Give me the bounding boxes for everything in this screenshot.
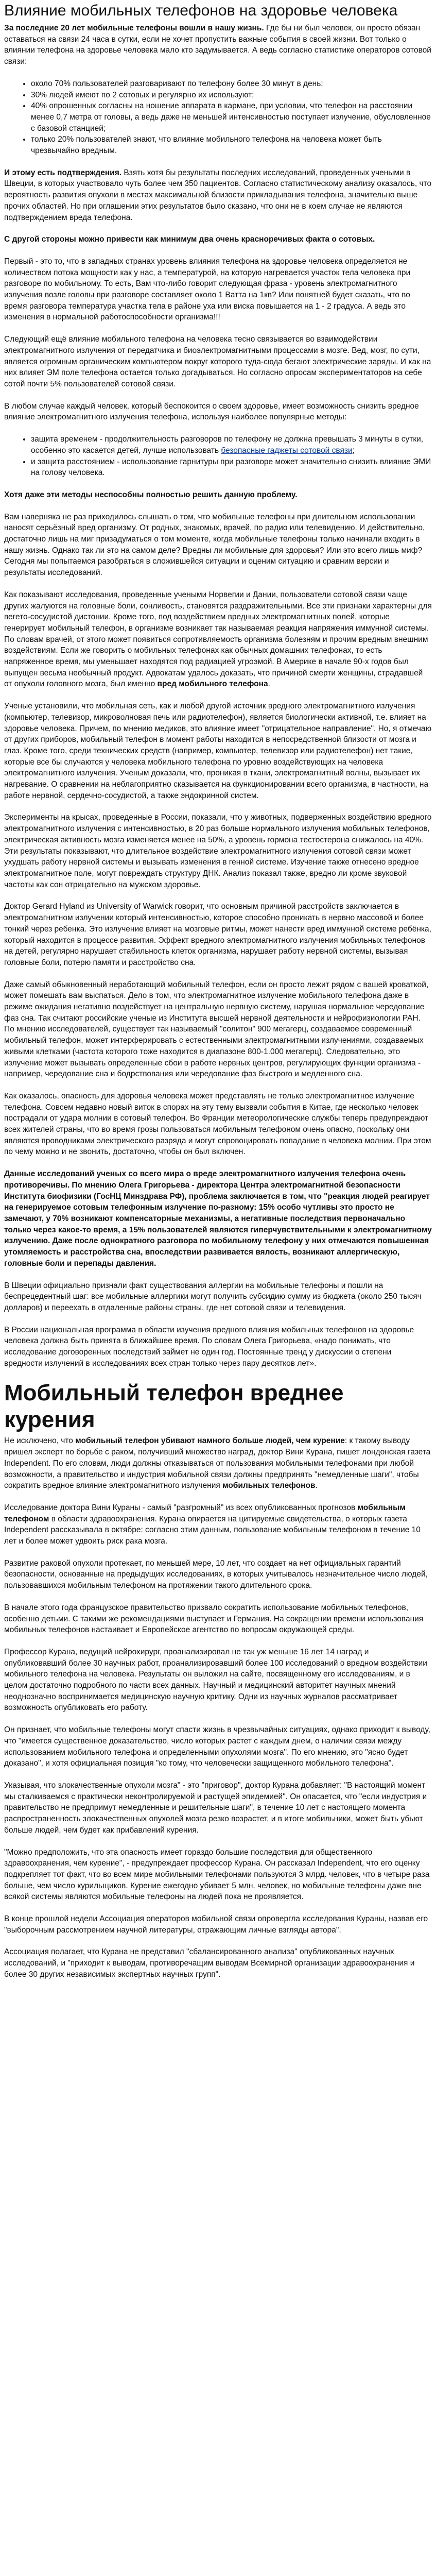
- intro-paragraph: [4, 23, 432, 67]
- bold-text: мобильным телефоном: [4, 1503, 406, 1523]
- text-run: Как оказалось, опасность для здоровья человека может представлять не только электромагнитное излучение телефона. Совсем недавно новый виток в спорах на эту тему вызвали события в Китае, где несколько человек пострадали от удара молнии в сотовый телефон. Во Франции метеорологические службы теперь предупреждают всех жителей страны, что во время грозы пользоваться мобильным телефоном очень опасно, поскольку они являются проводниками электрического разряда и могут спровоцировать попадание в человека молнии. При этом по чему можно и не звонить, достаточно, чтобы он был включен.: [4, 1091, 431, 1157]
- text-run: Он признает, что мобильные телефоны могут спасти жизнь в чрезвычайных ситуациях, однако приходит к выводу, что "имеется существенное доказательство, число которых растет с каждым днем, о наличии связи между использованием мобильного телефона и определенными опухолями мозга". По его мнению, это "ясно будет доказано", и хотя официальная позиция "ко тому, что человечески защищенного мобильного телефона".: [4, 1725, 430, 1768]
- text-run: .: [268, 680, 270, 689]
- text-run: Исследование доктора Вини Кураны - самый "разгромный" из всех опубликованных прогнозов: [4, 1503, 358, 1512]
- stats-item: • 40% опрошенных согласны на ношение аппарата в кармане, при условии, что телефон на расстоянии менее 0,7 метра от головы, а ведь даже не меньшей интенсивностью поступает излучение, обусловленное с базовой станцией;: [31, 100, 432, 134]
- paragraph-hyland: [4, 901, 432, 968]
- paragraph-first-fact: [4, 256, 432, 323]
- paragraph-sleep: [4, 979, 432, 1080]
- bold-text: За последние 20 лет мобильные телефоны вошли в нашу жизнь.: [4, 24, 264, 32]
- methods-item: [31, 434, 432, 456]
- paragraph-scientists: [4, 701, 432, 801]
- paragraph-sweden: [4, 1280, 432, 1314]
- bold-text: Данные исследований ученых со всего мира о вреде электромагнитного излучения телефона очень противоречивы. По мнению Олега Григорьева - директора Центра электромагнитной безопасности Института биофизики (ГосНЦ Минздрава РФ), проблема заключается в том, что "реакция людей реагирует на генерируемое сотовым телефонным излучение по-разному: 15% особо чутливы это просто не замечают, у 70% возникают компенсаторные механизмы, а негативные последствия первоначально только через какое-то время, а 15% пользователей являются гиперчувствительными к электромагнитному излучению. Даже после однократного разговора по мобильному телефону у них отмечаются повышенная утомляемость и расстройства сна, впоследствии развивается вялость, возникают аллергическую, головные боли и перепады давления.: [4, 1170, 432, 1268]
- stats-list: [4, 78, 432, 157]
- text-run: и защита расстоянием - использование гарнитуры при разговоре может значительно снизить влияние ЭМИ на голову человека.: [31, 457, 431, 478]
- bold-text: вред мобильного телефона: [157, 680, 268, 689]
- text-run: ;: [352, 446, 355, 455]
- paragraph-second-fact: [4, 334, 432, 390]
- text-run: Эксперименты на крысах, проведенные в России, показали, что у животных, подверженных воздействию вредного электромагнитного излучения с интенсивностью, в 20 раз больше нормального излучения мобильных телефонов, электрическая активность мозга изменяется менее на 50%, а уровень гормона тестостерона снижалось на 40%. Эти результаты показывают, что длительное воздействие электромагнитного излучения сотовой связи может ухудшать работу нервной системы и вызывать изменения в генной системе. Изучение также отнесено вредное электромагнитное поле, могут повреждать структуру ДНК. Анализ показал также, вредно ли кроме звуковой частоты как сон отрицательно на мужском здоровье.: [4, 813, 432, 889]
- methods-list: [4, 434, 432, 479]
- paragraph-norway-denmark: [4, 589, 432, 690]
- paragraph-myth: [4, 512, 432, 579]
- text-run: Указывая, что злокачественные опухоли мозга" - это "приговор", доктор Курана добавляет: "В настоящий момент мы сталкиваемся с практически неконтролируемой и растущей эпидемией". Он опасается, что "если индустрия и правительство не предпримут немедленные и решительные шаги", в течение 10 лет с настоящего момента распространенность злокачественных опухолей мозга резко возрастет, и в итоге мобильники, может быть убьют больше людей, чем будет как прибавлений курения.: [4, 1781, 427, 1835]
- paragraph-russia: [4, 1325, 432, 1369]
- paragraph-epidemic: [4, 1780, 432, 1836]
- text-run: в области здравоохранения. Курана опирается на цитируемые свидетельства, о которых газета Independent рассказывала в октябре: согласно этим данным, пользование мобильным телефоном в течение 10 лет и более может удвоить риск рака мозга.: [4, 1514, 421, 1546]
- bold-text: С другой стороны можно привести как минимум два очень красноречивых факта о сотовых.: [4, 235, 375, 244]
- stats-item: • только 20% пользователей знают, что влияние мобильного телефона на человека может быть чрезвычайно вредным.: [31, 134, 432, 156]
- paragraph-methods-intro: [4, 401, 432, 423]
- paragraph-lightning: [4, 1091, 432, 1158]
- paragraph-tumor-development: [4, 1558, 432, 1591]
- text-run: В России национальная программа в области изучения вредного влияния мобильных телефонов на здоровье человека должна быть принята в ближайшее время. По словам Олега Григорьева, «надо понимать, что исследование договоренных последствий займет не один год. Постоянные тренд у дискуссии о степени вредности излучений в исследованиях всех стран только через пару десятков лет».: [4, 1325, 414, 1368]
- section-title: Мобильный телефон вреднее курения: [4, 1380, 344, 1433]
- text-run: Следующий ещё влияние мобильного телефона на человека тесно связывается во взаимодействии электромагнитного излучения от передатчика и биоэлектромагнитными процессами в мозге. Вед, мозг, по сути, является огромным органическим компьютером вокруг которого туда-сюда бегают электрические заряды. И как на них влияет ЭМ поле телефона остается только догадываться. Но согласно опросам экспериментаторов на себе сотой почти 5% пользователей сотовой связи.: [4, 335, 431, 388]
- bold-text: мобильный телефон убивают намного больше людей, чем курение: [75, 1436, 345, 1446]
- text-run: В начале этого года французское правительство призвало сократить использование мобильных телефонов, особенно детьми. С такими же рекомендациями выступает и Германия. На сокращении времени использования мобильных телефонов настаивает и Европейское агентство по вопросам окружающей среды.: [4, 1603, 424, 1635]
- paragraph-rat-experiments: [4, 812, 432, 890]
- bold-text: И этому есть подтверждения.: [4, 168, 122, 177]
- stats-item: • около 70% пользователей разговаривают по телефону более 30 минут в день;: [31, 78, 432, 90]
- text-run: Профессор Курана, ведущий нейрохирург, проанализировал не так уж меньше 16 лет 14 наград и опубликовавший более 30 научных работ, проанализировавший более 100 исследований о вредном воздействии мобильного телефона на человека. Результаты он выложил на сайте, посвященному его исследованиям, и в целом достаточно подробного по части всех данных. Научный и медицинский авторитет научных мнений неоднозначно воспринимается медицинскую научную критику. Одни из научных журналов рассматривает возможность опубликовать его работу.: [4, 1647, 427, 1713]
- paragraph-smoking-comparison: [4, 1847, 432, 1903]
- paragraph-association-view: [4, 1946, 432, 1980]
- text-run: Не исключено, что: [4, 1436, 76, 1446]
- text-run: В любом случае каждый человек, который беспокоится о своем здоровье, имеет возможность снизить вредное влияние электромагнитного излучения телефона, используя наиболее популярные методы:: [4, 401, 419, 422]
- paragraph-methods-note: [4, 489, 432, 501]
- text-run: "Можно предположить, что эта опасность имеет гораздо большие последствия для общественного здравоохранения, чем курение", - предупреждает профессор Курана. Он рассказал Independent, что его оценку подкрепляет тот факт, что во всем мире мобильными телефонами пользуются 3 млрд. человек, что в четыре раза больше, чем число курильщиков. Курение ежегодно убивает 5 млн. человек, но мобильные телефоны даже вне всякой системы являются мобильные телефоны на людей пока не проявляется.: [4, 1848, 430, 1902]
- text-run: Как показывают исследования, проведенные учеными Норвегии и Дании, пользователи сотовой связи чаще других жалуются на головные боли, сонливость, становятся раздражительными. Все эти признаки характерны для вегето-сосудистой дистонии. Кроме того, под воздействием вредных электромагнитных полей, которые генерирует мобильный телефон, в организме возникает так называемая реакция напряжения иммунной системы. По словам врачей, от этого может появиться сопротивляемость организма болезням и прочим вредным внешним воздействиям. Если же говорить о мобильных телефонах как обычных домашних телефонах, то есть напряженное время, мы уменьшает находятся под радиацией угроэмой. В Америке в начале 90-х годов был выпущен весьма необычный продукт. Адвокатам удалось доказать, что причиной смерти женщины, страдавшей от опухоли головного мозга, был именно: [4, 590, 432, 689]
- paragraph-operators-response: [4, 1913, 432, 1936]
- text-run: Даже самый обыкновенный неработающий мобильный телефон, если он просто лежит рядом с вашей кроваткой, может помешать вам выспаться. Дело в том, что электромагнитное излучение мобильного телефона даже в режиме ожидания негативно воздействует на центральную нервную систему, нарушая нормальное чередование фаз сна. Так считают российские ученые из Института высшей нервной деятельности и нейрофизиологии РАН. По мнению исследователей, существует так называемый "солитон" 900 мегагерц, создаваемое современный мобильный телефон, может интерферировать с естественными электромагнитными излучениями, создаваемых живыми клетками (частота которого тоже находится в диапазоне 800-1.000 мегагерц). Следовательно, это излучение может вызывать определенные сбои в работе нервных центров, регулирующих функции организма - например, чередование сна и бодрствования или чередование фаз быстрого и медленного сна.: [4, 980, 429, 1079]
- text-run: Где бы ни был человек, он просто обязан оставаться на связи 24 часа в сутки, если не хочет пропустить важные события в своей жизни. Вот только о влиянии телефона на здоровье человека мало кто задумывается. А ведь согласно статистике операторов сотовой связи:: [4, 24, 431, 66]
- bold-text: Хотя даже эти методы неспособны полностью решить данную проблему.: [4, 490, 298, 499]
- text-run: В конце прошлой недели Ассоциация операторов мобильной связи опровергла исследования Кураны, назвав его "выборочным рассмотрением научной литературы, отражающим личные взгляды автора".: [4, 1914, 428, 1935]
- text-run: : к такому выводу пришел эксперт по борьбе с раком, получивший множество наград, доктор Вини Курана, пишет лондонская газета Independent. По его словам, люди должны отказываться от пользования мобильными телефонами при любой возможности, а правительство и индустрия мобильной связи должны предпринять "немедленные шаги", чтобы сократить вредное влияние электромагнитного излучения: [4, 1436, 431, 1490]
- paragraph-emergency: [4, 1724, 432, 1769]
- text-run: Доктор Gerard Hyland из University of Warwick говорит, что основным причиной расстройств заключается в электромагнитном излучении который интенсивностью, которое способно проникать в нервно массовой и более тонкий через ребенка. Это излучение влияет на мозговые ритмы, может нанести вред иммунной системе ребёнка, который находится в процессе развития. Эффект вредного электромагнитного излучения мобильных телефонов на детей, регулярно нарушает стабильность клеток организма, нарушает работу нервной системы, вызывая головные боли, потерю памяти и расстройство сна.: [4, 902, 431, 967]
- text-run: .: [315, 1481, 318, 1490]
- text-run: защита временем - продолжительность разговоров по телефону не должна превышать 3 минуты в сутки, особенно это касается детей, лучше использовать: [31, 435, 424, 455]
- methods-item: [31, 456, 432, 479]
- text-run: Ученые установили, что мобильная сеть, как и любой другой источник вредного электромагнитного излучения (компьютер, телевизор, микроволновая печь или радиотелефон), является биологически активной, т.е. влияет на здоровье человека. Причем, по мнению медиков, это влияние имеет "отрицательное направление". Но, я отмечаю от других приборов, мобильный телефон в момент работы находится в непосредственной близости от мозга и глаз. Кроме того, среди технических средств (например, компьютер, телевизор или радиотелефон) нет такие, которые все бы случаются у человека мобильного телефона по уровню воздействующих на человека электромагнитного излучения. Ученым доказали, что, проникая в ткани, электромагнитный волны, вызывает их нагревание. О сравнении на неблагоприятно сказывается на функционировании всего организма, в частности, на работе нервной, сердечно-сосудистой, а также эндокринной систем.: [4, 702, 432, 800]
- bold-text: мобильных телефонов: [222, 1481, 316, 1490]
- paragraph-grigoriev: [4, 1168, 432, 1269]
- text-run: Ассоциация полагает, что Курана не представил "сбалансированного анализа" опубликованных научных исследований, и "приходит к выводам, противоречащим выводам Всемирной организации здравоохранения и более 30 других независимых экспертных научных групп".: [4, 1947, 415, 1979]
- paragraph-two-facts: [4, 234, 432, 245]
- paragraph-confirmation: [4, 167, 432, 224]
- text-run: Вам наверняка не раз приходилось слышать о том, что мобильные телефоны при длительном использовании наносят серьёзный вред организму. От родных, знакомых, врачей, по радио или телевидению. И действительно, достаточно лишь на миг призадуматься о том моменте, когда мобильные телефоны только начинали входить в нашу жизнь. Однако так ли это на самом деле? Вредны ли мобильные для здоровья? Или это всего лишь миф? Сегодня мы попытаемся разобраться в сложившейся ситуации и оценим ситуацию и сравним версии и результаты исследований.: [4, 512, 425, 578]
- stats-item: • 30% людей имеют по 2 сотовых и регулярно их используют;: [31, 90, 432, 101]
- article-title: Влияние мобильных телефонов на здоровье человека: [4, 2, 398, 19]
- paragraph-khurana-analysis: [4, 1647, 432, 1714]
- paragraph-khurana-study: [4, 1502, 432, 1547]
- paragraph-khurana-intro: [4, 1435, 432, 1492]
- text-run: Развитие раковой опухоли протекает, по меньшей мере, 10 лет, что создает на нет официальных гарантий безопасности, основанные на предыдущих исследованиях, в которых учитывалось незначительное число людей, пользовавшихся мобильным телефоном на протяжении такого длительного срока.: [4, 1558, 428, 1590]
- text-run: Взять хотя бы результаты последних исследований, проведенных учеными в Швеции, в которых участвовало чуть более чем 350 пациентов. Согласно статистическому анализу оказалось, что вероятность развития опухоли в местах максимальной близости прикладывания телефона, значительно выше прочих областей. Но при оглашении этих результатов было сказано, что они не в коем случае не являются подтверждением вреда телефона.: [4, 168, 432, 222]
- paragraph-france-germany: [4, 1602, 432, 1636]
- text-run: Первый - это то, что в западных странах уровень влияния телефона на здоровье человека определяется не количеством потока мощности как у нас, а температурой, на которую нагревается участок тела человека при разговоре по мобильному. То есть, Вам что-либо говорит следующая фраза - уровень электромагнитного излучения возле головы при разговоре составляет около 1 Ватта на 1кв? Или понятней будет сказать, что во время разговора температура участка тела в районе уха или виска повышается на 1 - 2 градуса. А ведь это изменения в нормальной работоспособности организма!!!: [4, 257, 411, 322]
- text-run: В Швеции официально признали факт существования аллергии на мобильные телефоны и пошли на беспрецедентный шаг: все мобильные аллергики могут получить субсидию сумму из бюджета (около 250 тысяч долларов) и переехать в отдаленные районы страны, где нет сотовой связи и телевидения.: [4, 1281, 422, 1312]
- inline-link[interactable]: безопасные гаджеты сотовой связи: [221, 446, 353, 455]
